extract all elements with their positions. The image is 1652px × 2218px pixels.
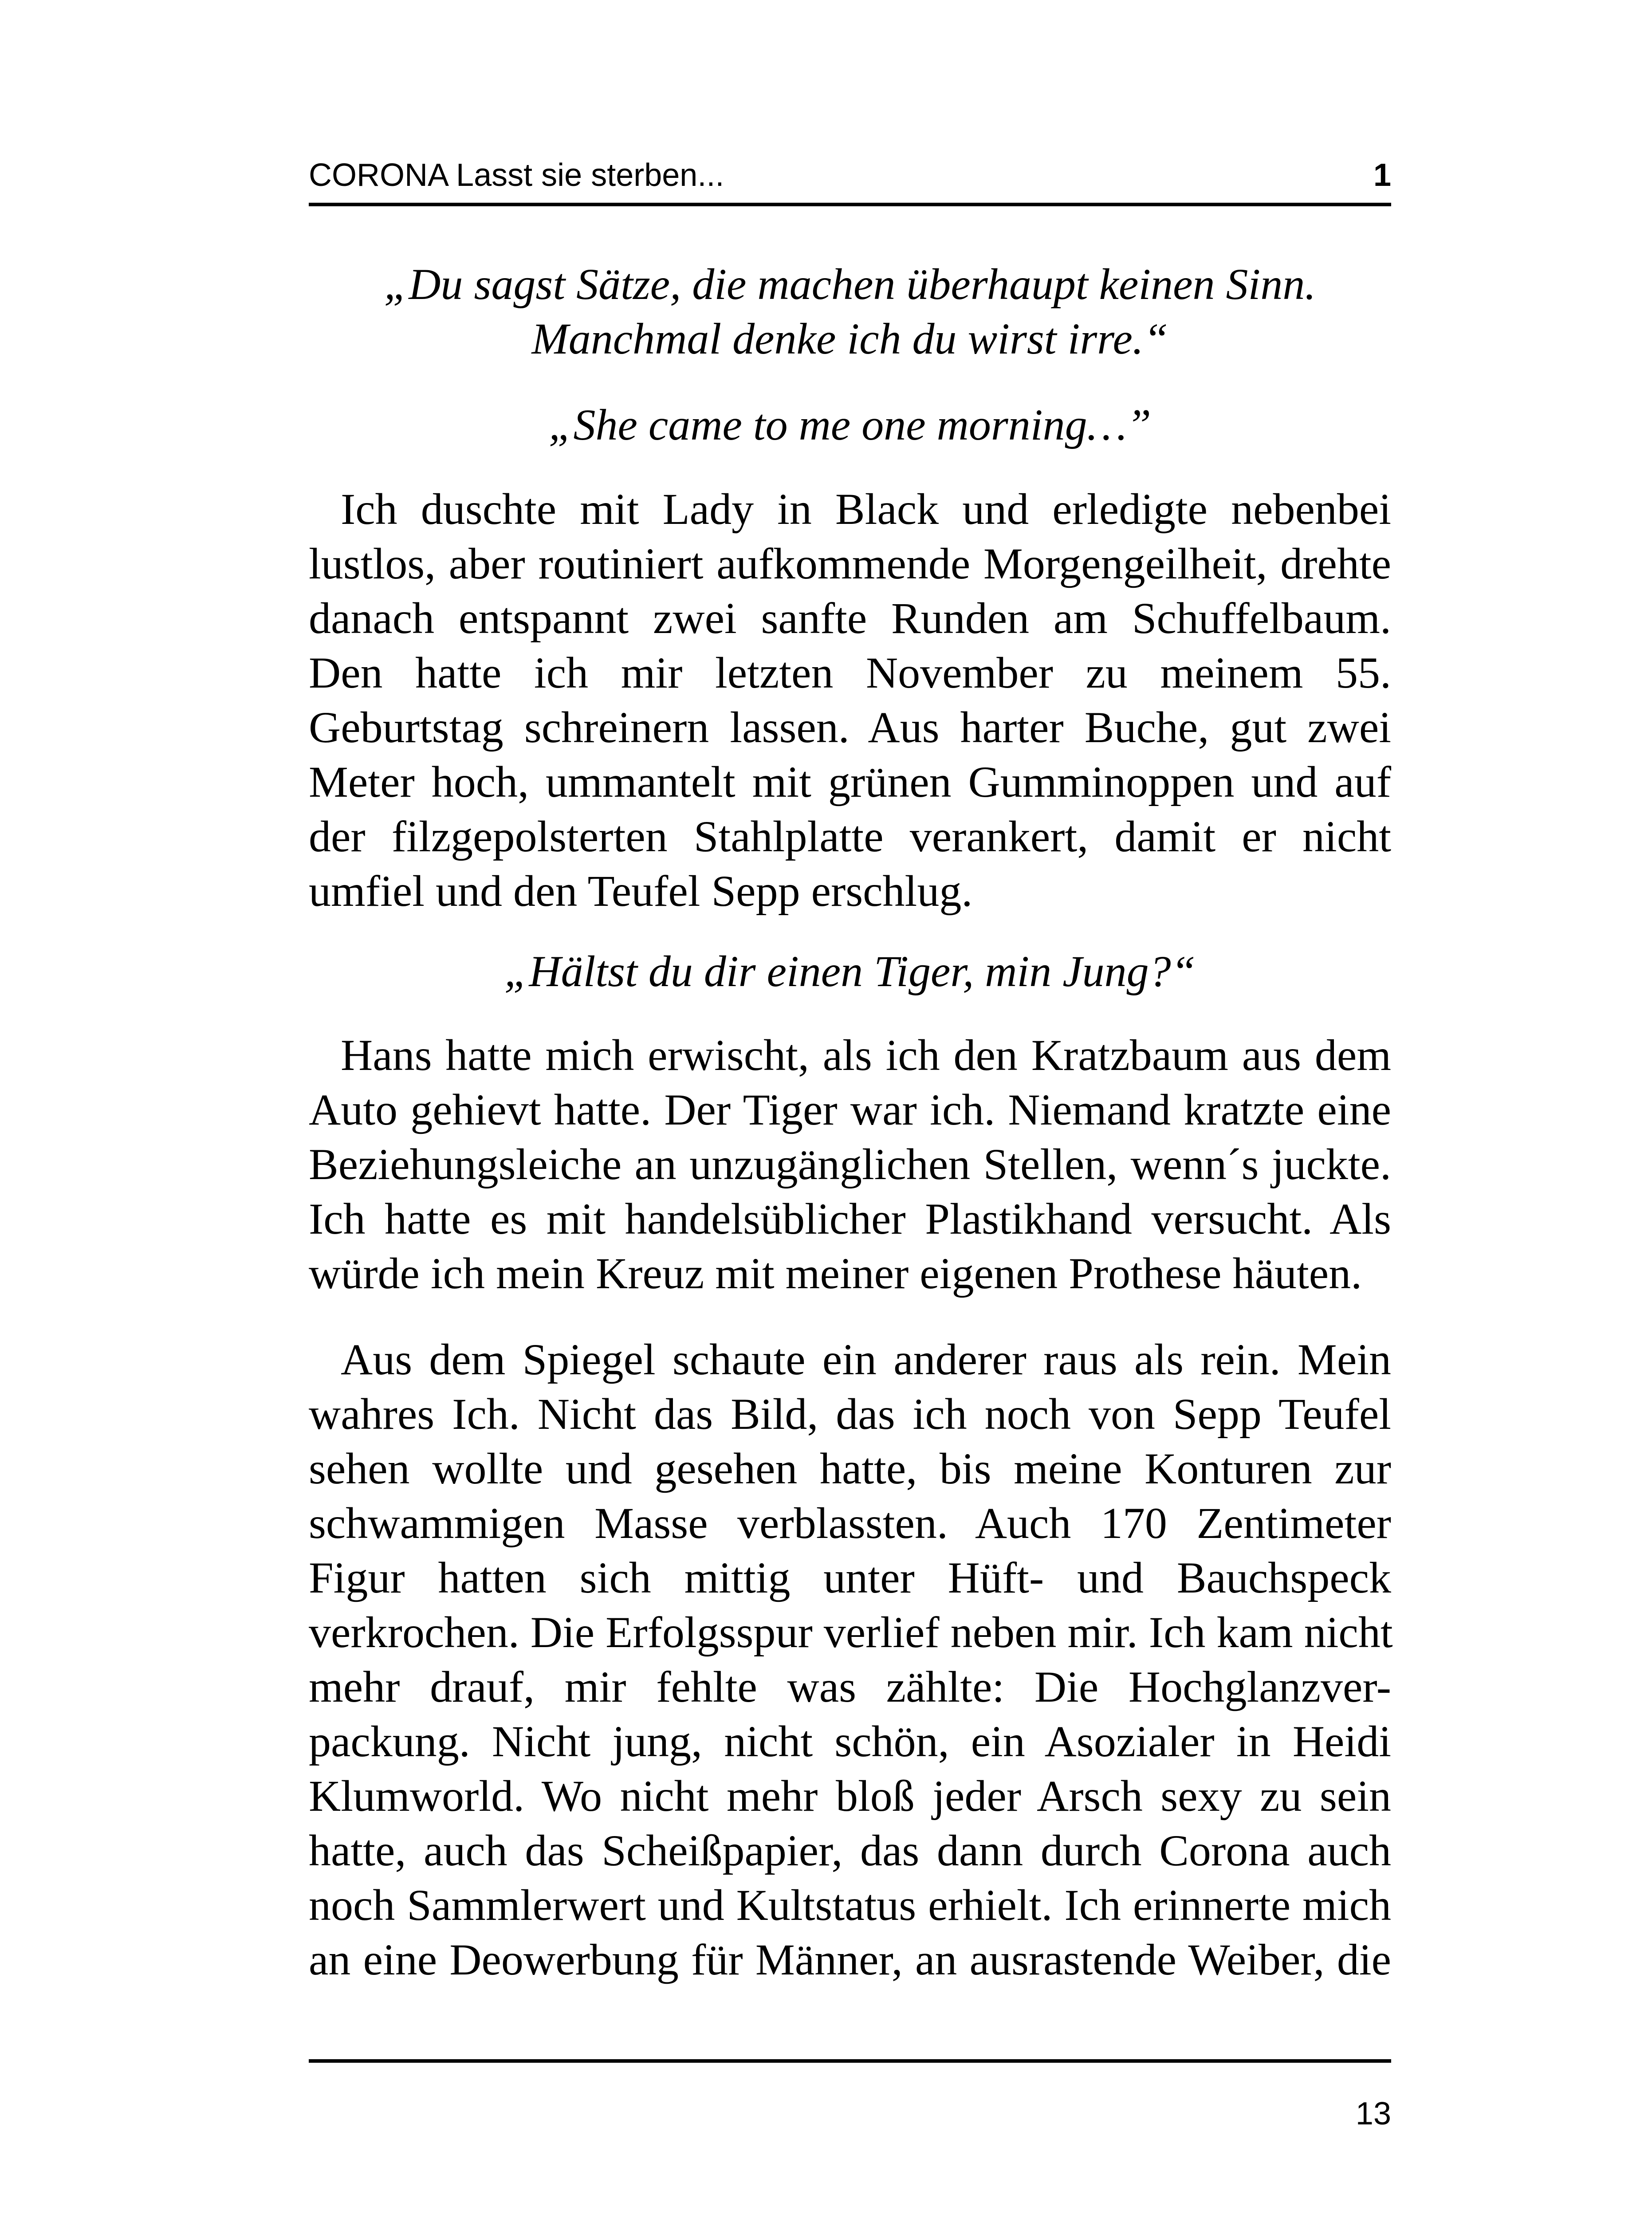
- text-line: Klumworld. Wo nicht mehr bloß jeder Arsch sexy zu sein: [309, 1771, 1391, 1821]
- text-line: lustlos, aber routiniert aufkommende Morgengeilheit, drehte: [309, 539, 1391, 588]
- text-line: mehr drauf, mir fehlte was zählte: Die Hochglanzver-: [309, 1662, 1391, 1711]
- text-line: verkrochen. Die Erfolgsspur verlief neben mir. Ich kam nicht: [309, 1608, 1393, 1657]
- text-line: Ich duschte mit Lady in Black und erledigte nebenbei: [341, 484, 1391, 534]
- quote-line: „Hältst du dir einen Tiger, min Jung?“: [504, 947, 1196, 996]
- text-line: Ich hatte es mit handelsüblicher Plastikhand versucht. Als: [309, 1194, 1391, 1243]
- text-line: an eine Deowerbung für Männer, an ausrastende Weiber, die: [309, 1935, 1391, 1984]
- text-line: Figur hatten sich mittig unter Hüft- und Bauchspeck: [309, 1553, 1391, 1602]
- text-line: würde ich mein Kreuz mit meiner eigenen Prothese häuten.: [309, 1249, 1362, 1298]
- text-line: Den hatte ich mir letzten November zu meinem 55.: [309, 648, 1391, 697]
- dialogue-quote: [309, 944, 1391, 999]
- paragraph-1: [309, 482, 1391, 918]
- text-line: hatte, auch das Scheißpapier, das dann durch Corona auch: [309, 1826, 1391, 1875]
- text-line: schwammigen Masse verblassten. Auch 170 Zentimeter: [309, 1498, 1391, 1548]
- quote-line: „Du sagst Sätze, die machen überhaupt keinen Sinn.: [384, 260, 1316, 309]
- epigraph-quote-1: [309, 257, 1391, 366]
- epigraph-quote-2: [309, 397, 1391, 452]
- text-line: Auto gehievt hatte. Der Tiger war ich. Niemand kratzte eine: [309, 1085, 1391, 1134]
- text-line: Meter hoch, ummantelt mit grünen Gumminoppen und auf: [309, 757, 1391, 806]
- paragraph-3: [309, 1332, 1391, 1987]
- text-line: der filzgepolsterten Stahlplatte verankert, damit er nicht: [309, 812, 1391, 861]
- page-number: 13: [1355, 2096, 1391, 2131]
- text-line: noch Sammlerwert und Kultstatus erhielt. Ich erinnerte mich: [309, 1880, 1391, 1930]
- text-line: danach entspannt zwei sanfte Runden am Schuffelbaum.: [309, 594, 1391, 643]
- text-line: Hans hatte mich erwischt, als ich den Kratzbaum aus dem: [341, 1030, 1391, 1080]
- text-line: umfiel und den Teufel Sepp erschlug.: [309, 866, 973, 916]
- header-rule: [309, 203, 1391, 206]
- text-line: Aus dem Spiegel schaute ein anderer raus als rein. Mein: [341, 1335, 1391, 1384]
- quote-line: Manchmal denke ich du wirst irre.“: [531, 314, 1168, 363]
- running-header: [309, 151, 1391, 200]
- footer-rule: [309, 2059, 1391, 2063]
- paragraph-2: [309, 1028, 1391, 1301]
- text-line: Geburtstag schreinern lassen. Aus harter Buche, gut zwei: [309, 703, 1391, 752]
- header-title: CORONA Lasst sie sterben...: [309, 157, 724, 193]
- header-chapter-number: 1: [1373, 157, 1391, 193]
- quote-line: „She came to me one morning…”: [548, 400, 1152, 449]
- text-line: sehen wollte und gesehen hatte, bis meine Konturen zur: [309, 1444, 1391, 1493]
- text-line: wahres Ich. Nicht das Bild, das ich noch von Sepp Teufel: [309, 1389, 1391, 1439]
- text-line: packung. Nicht jung, nicht schön, ein Asozialer in Heidi: [309, 1717, 1391, 1766]
- text-line: Beziehungsleiche an unzugänglichen Stellen, wenn´s juckte.: [309, 1140, 1391, 1189]
